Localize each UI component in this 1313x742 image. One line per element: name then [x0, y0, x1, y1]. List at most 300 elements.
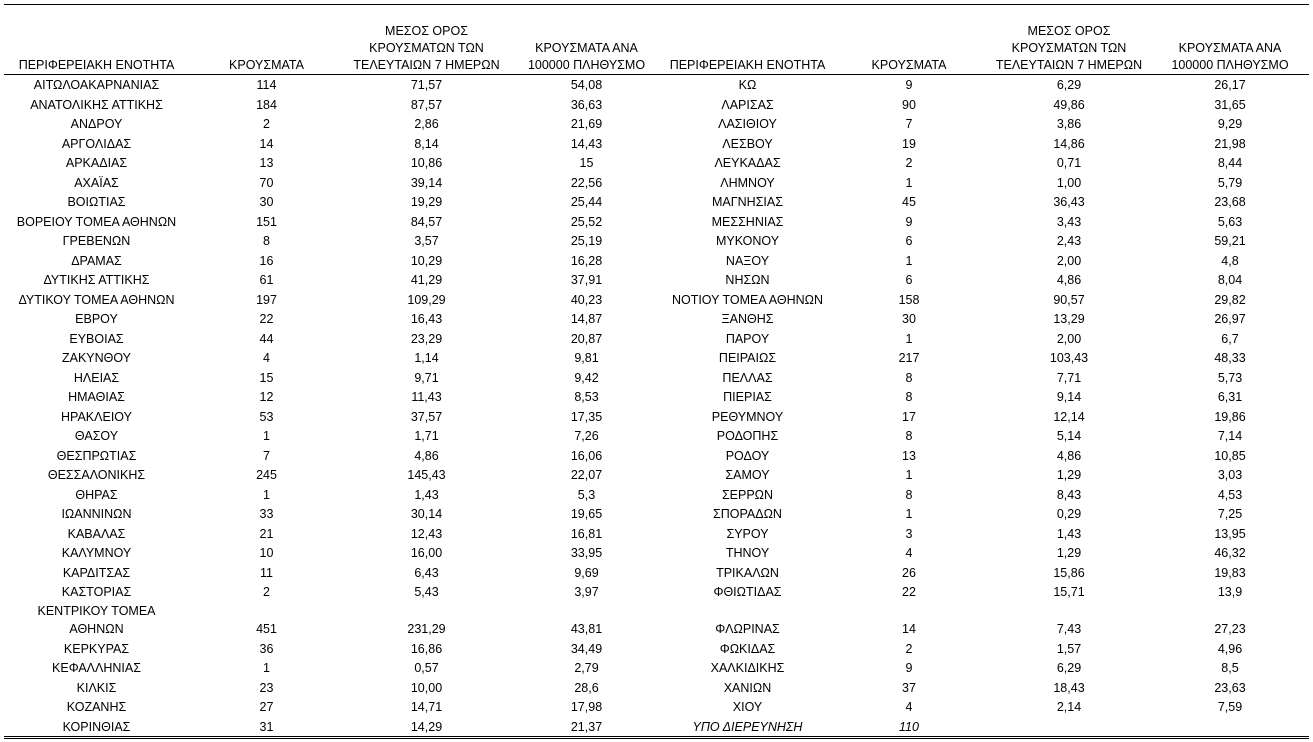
cases-cell [831, 115, 987, 134]
per100k-cell [1151, 525, 1309, 544]
cases-value: 8 [905, 487, 913, 502]
region-name: ΚΕΦΑΛΛΗΝΙΑΣ [52, 661, 141, 675]
region-cell [664, 525, 831, 544]
region-name: ΚΩ [738, 78, 757, 92]
region-name: ΧΑΛΚΙΔΙΚΗΣ [710, 661, 785, 675]
cases-value: 11 [260, 565, 273, 580]
avg7-cell [344, 310, 509, 329]
cases-cell [189, 679, 344, 698]
region-name: ΕΒΡΟΥ [75, 312, 118, 326]
avg7-value: 0,57 [414, 661, 439, 675]
cases-cell [189, 349, 344, 368]
region-cell [4, 659, 189, 678]
table-row [4, 639, 1309, 659]
avg7-value: 9,71 [414, 370, 439, 385]
avg7-cell [987, 466, 1151, 485]
avg7-cell [987, 213, 1151, 232]
per100k-value: 26,97 [1214, 312, 1246, 326]
region-name: ΜΥΚΟΝΟΥ [715, 234, 780, 248]
cases-cell [189, 408, 344, 427]
table-row [4, 697, 1309, 717]
per100k-value: 21,98 [1214, 136, 1246, 151]
avg7-cell [344, 232, 509, 251]
region-name: ΡΟΔΟΠΗΣ [716, 429, 779, 443]
per100k-cell [509, 505, 664, 524]
cases-value: 22 [259, 312, 274, 326]
avg7-cell [987, 544, 1151, 563]
region-cell [664, 369, 831, 388]
per100k-cell [1151, 115, 1309, 134]
per100k-value: 36,63 [570, 97, 603, 112]
per100k-value: 4,53 [1217, 487, 1243, 502]
cases-cell [831, 620, 987, 639]
cases-cell [189, 583, 344, 602]
per100k-value: 7,26 [574, 429, 599, 443]
region-cell [4, 679, 189, 698]
cases-cell [831, 486, 987, 505]
per100k-cell [509, 291, 664, 310]
cases-cell [831, 174, 987, 193]
cases-value: 8 [263, 234, 270, 248]
region-cell [664, 291, 831, 310]
region-cell [664, 76, 831, 95]
per100k-cell [509, 174, 664, 193]
region-cell [4, 466, 189, 485]
cases-cell [831, 96, 987, 115]
avg7-value: 2,00 [1056, 253, 1082, 268]
region-name: ΗΜΑΘΙΑΣ [68, 390, 125, 404]
header-avg7-line: ΚΡΟΥΣΜΑΤΩΝ ΤΩΝ [1011, 41, 1127, 55]
avg7-value: 1,29 [1056, 468, 1082, 482]
header-avg7-line: ΤΕΛΕΥΤΑΙΩΝ 7 ΗΜΕΡΩΝ [995, 58, 1143, 72]
cases-value: 2 [263, 117, 270, 131]
cases-value: 6 [905, 234, 913, 248]
region-name: ΑΧΑΪΑΣ [74, 175, 119, 190]
region-name: ΚΟΖΑΝΗΣ [66, 700, 127, 714]
region-cell [664, 544, 831, 563]
region-name: ΦΘΙΩΤΙΔΑΣ [713, 585, 782, 599]
region-name: ΜΑΓΝΗΣΙΑΣ [712, 195, 783, 209]
avg7-value: 87,57 [410, 97, 443, 112]
avg7-value: 1,14 [414, 351, 439, 365]
per100k-cell [509, 525, 664, 544]
region-name: ΖΑΚΥΝΘΟΥ [61, 351, 132, 365]
header-region-text: ΠΕΡΙΦΕΡΕΙΑΚΗ ΕΝΟΤΗΤΑ [669, 58, 826, 72]
header-cases [831, 57, 987, 74]
avg7-value: 12,43 [410, 526, 443, 541]
per100k-cell [509, 698, 664, 717]
cases-value: 90 [902, 97, 916, 112]
cases-cell [831, 525, 987, 544]
region-cell [4, 564, 189, 583]
avg7-cell [344, 174, 509, 193]
region-cell [4, 115, 189, 134]
region-name: ΞΑΝΘΗΣ [721, 312, 774, 326]
table-row [4, 212, 1309, 232]
cases-value: 2 [905, 156, 913, 170]
avg7-cell [344, 486, 509, 505]
per100k-value: 21,69 [570, 117, 603, 131]
avg7-cell [987, 583, 1151, 602]
avg7-value: 12,14 [1053, 409, 1085, 424]
region-cell [4, 718, 189, 737]
cases-cell [831, 193, 987, 212]
region-cell [4, 447, 189, 466]
per100k-cell [1151, 427, 1309, 446]
per100k-cell [509, 349, 664, 368]
cases-cell [189, 135, 344, 154]
per100k-value: 23,68 [1214, 195, 1246, 209]
per100k-value: 25,44 [570, 195, 603, 209]
region-name: ΠΕΛΛΑΣ [722, 370, 773, 385]
cases-value: 10 [259, 546, 274, 560]
region-name: ΚΕΝΤΡΙΚΟΥ ΤΟΜΕΑ ΑΘΗΝΩΝ [37, 603, 156, 636]
cases-cell [189, 718, 344, 737]
header-avg7-line: ΜΕΣΟΣ ΟΡΟΣ [1027, 24, 1111, 38]
avg7-value: 3,86 [1056, 117, 1082, 131]
avg7-cell [344, 505, 509, 524]
per100k-value: 6,31 [1217, 390, 1243, 404]
cases-value: 151 [256, 214, 277, 229]
region-cell [664, 659, 831, 678]
avg7-cell [344, 718, 509, 737]
cases-value: 3 [905, 526, 913, 541]
cases-cell [831, 310, 987, 329]
avg7-value: 3,57 [414, 234, 439, 248]
avg7-value: 10,29 [410, 253, 443, 268]
avg7-value: 5,14 [1056, 429, 1082, 443]
avg7-value: 39,14 [410, 175, 443, 190]
per100k-cell [1151, 349, 1309, 368]
per100k-cell [509, 447, 664, 466]
region-cell [4, 232, 189, 251]
per100k-cell [509, 252, 664, 271]
avg7-cell [344, 330, 509, 349]
table-row [4, 114, 1309, 134]
region-cell [4, 583, 189, 602]
cases-value: 22 [902, 585, 916, 599]
avg7-value: 1,43 [414, 487, 439, 502]
region-name: ΑΙΤΩΛΟΑΚΑΡΝΑΝΙΑΣ [33, 78, 160, 92]
cases-value: 451 [256, 622, 277, 636]
avg7-cell [344, 466, 509, 485]
per100k-cell [1151, 213, 1309, 232]
cases-value: 61 [259, 273, 274, 287]
cases-cell [831, 466, 987, 485]
cases-value: 30 [902, 312, 916, 326]
per100k-value: 23,63 [1214, 680, 1246, 695]
cases-cell [189, 213, 344, 232]
table-row [4, 134, 1309, 154]
header-avg7-line: ΜΕΣΟΣ ΟΡΟΣ [385, 24, 468, 38]
avg7-cell [987, 310, 1151, 329]
per100k-cell [509, 369, 664, 388]
cases-cell [189, 505, 344, 524]
region-name: ΛΑΣΙΘΙΟΥ [718, 117, 777, 131]
avg7-cell [987, 135, 1151, 154]
region-cell [664, 408, 831, 427]
region-name: ΒΟΙΩΤΙΑΣ [67, 195, 126, 209]
cases-cell [189, 564, 344, 583]
cases-value: 184 [256, 97, 277, 112]
avg7-cell [987, 271, 1151, 290]
avg7-value: 231,29 [407, 622, 446, 636]
avg7-value: 0,29 [1056, 507, 1082, 521]
region-name: ΣΥΡΟΥ [726, 526, 769, 541]
cases-cell [189, 96, 344, 115]
cases-cell [189, 447, 344, 466]
cases-value: 4 [905, 700, 913, 714]
cases-value: 70 [259, 175, 274, 190]
cases-value: 2 [263, 585, 270, 599]
avg7-value: 14,29 [410, 719, 443, 734]
per100k-cell [1151, 679, 1309, 698]
region-name: ΚΑΒΑΛΑΣ [67, 526, 126, 541]
cases-cell [189, 640, 344, 659]
region-cell [664, 330, 831, 349]
avg7-cell [987, 698, 1151, 717]
avg7-value: 23,29 [410, 331, 443, 346]
avg7-cell [344, 76, 509, 95]
per100k-value: 9,81 [574, 351, 599, 365]
region-cell [664, 154, 831, 173]
cases-value: 1 [905, 331, 913, 346]
region-name: ΤΗΝΟΥ [725, 546, 770, 560]
avg7-cell [344, 525, 509, 544]
per100k-value: 13,9 [1217, 585, 1243, 599]
avg7-cell [344, 544, 509, 563]
region-name: ΘΑΣΟΥ [74, 429, 119, 443]
per100k-value: 22,07 [570, 468, 603, 482]
cases-value: 7 [263, 448, 270, 463]
per100k-cell [1151, 154, 1309, 173]
cases-value: 33 [259, 507, 274, 521]
region-cell [664, 193, 831, 212]
cases-cell [189, 620, 344, 639]
table-row [4, 309, 1309, 329]
cases-table [4, 4, 1309, 739]
cases-cell [189, 76, 344, 95]
header-cases [189, 57, 344, 74]
region-name: ΙΩΑΝΝΙΝΩΝ [61, 507, 132, 521]
avg7-cell [344, 408, 509, 427]
avg7-value: 1,00 [1056, 175, 1082, 190]
avg7-value: 1,57 [1056, 641, 1082, 656]
cases-value: 110 [899, 719, 919, 734]
cases-value: 16 [259, 253, 274, 268]
cases-value: 4 [263, 351, 270, 365]
region-cell [4, 408, 189, 427]
per100k-cell [509, 96, 664, 115]
cases-cell [189, 291, 344, 310]
cases-cell [831, 76, 987, 95]
avg7-cell [987, 427, 1151, 446]
header-per100k [1151, 40, 1309, 74]
avg7-cell [987, 193, 1151, 212]
per100k-cell [509, 640, 664, 659]
per100k-cell [1151, 193, 1309, 212]
per100k-cell [509, 718, 664, 737]
avg7-cell [987, 232, 1151, 251]
region-cell [664, 213, 831, 232]
per100k-value: 16,28 [570, 253, 603, 268]
cases-value: 31 [259, 719, 274, 734]
cases-cell [831, 291, 987, 310]
avg7-cell [344, 252, 509, 271]
region-cell [4, 698, 189, 717]
cases-value: 6 [905, 273, 913, 287]
avg7-cell [987, 620, 1151, 639]
cases-cell [831, 679, 987, 698]
region-name: ΔΡΑΜΑΣ [71, 253, 122, 268]
per100k-value: 40,23 [570, 292, 603, 307]
region-cell [4, 369, 189, 388]
per100k-cell [1151, 76, 1309, 95]
per100k-cell [509, 486, 664, 505]
per100k-cell [509, 135, 664, 154]
avg7-cell [987, 525, 1151, 544]
avg7-value: 4,86 [414, 448, 439, 463]
avg7-value: 2,43 [1056, 234, 1082, 248]
region-cell [664, 698, 831, 717]
avg7-value: 8,43 [1056, 487, 1082, 502]
cases-value: 36 [259, 641, 274, 656]
cases-value: 37 [902, 680, 916, 695]
cases-cell [831, 640, 987, 659]
per100k-cell [1151, 659, 1309, 678]
avg7-value: 14,71 [410, 700, 443, 714]
cases-cell [831, 718, 987, 737]
avg7-cell [344, 388, 509, 407]
per100k-cell [509, 115, 664, 134]
region-name: ΚΑΣΤΟΡΙΑΣ [61, 585, 132, 599]
cases-cell [831, 427, 987, 446]
region-name: ΚΙΛΚΙΣ [76, 680, 117, 695]
table-row [4, 446, 1309, 466]
region-name: ΘΕΣΠΡΩΤΙΑΣ [56, 448, 137, 463]
avg7-value: 19,29 [410, 195, 443, 209]
per100k-value: 26,17 [1214, 78, 1246, 92]
avg7-value: 5,43 [414, 585, 439, 599]
region-cell [664, 640, 831, 659]
avg7-value: 15,71 [1053, 585, 1085, 599]
cases-value: 9 [905, 661, 913, 675]
cases-value: 4 [905, 546, 913, 560]
per100k-value: 5,63 [1217, 214, 1243, 229]
region-cell [664, 349, 831, 368]
per100k-cell [509, 427, 664, 446]
region-cell [664, 310, 831, 329]
avg7-value: 6,29 [1056, 661, 1082, 675]
per100k-cell [1151, 544, 1309, 563]
cases-cell [189, 466, 344, 485]
header-cases-text: ΚΡΟΥΣΜΑΤΑ [871, 58, 947, 72]
avg7-value: 11,43 [411, 390, 442, 404]
cases-value: 1 [905, 253, 913, 268]
cases-cell [189, 232, 344, 251]
avg7-cell [987, 291, 1151, 310]
region-cell [4, 291, 189, 310]
avg7-value: 6,29 [1056, 78, 1082, 92]
region-cell [664, 232, 831, 251]
avg7-value: 3,43 [1056, 214, 1082, 229]
region-cell [4, 427, 189, 446]
avg7-cell [987, 330, 1151, 349]
table-row [4, 678, 1309, 698]
region-name: ΦΩΚΙΔΑΣ [719, 641, 776, 656]
region-name: ΡΕΘΥΜΝΟΥ [711, 409, 784, 424]
avg7-cell [344, 679, 509, 698]
per100k-cell [1151, 174, 1309, 193]
region-cell [4, 602, 189, 639]
avg7-cell [344, 583, 509, 602]
avg7-cell [344, 193, 509, 212]
avg7-cell [987, 408, 1151, 427]
cases-value: 1 [905, 175, 913, 190]
per100k-cell [509, 388, 664, 407]
table-row [4, 153, 1309, 173]
header-avg7-line: ΤΕΛΕΥΤΑΙΩΝ 7 ΗΜΕΡΩΝ [353, 58, 500, 72]
cases-value: 217 [898, 351, 920, 365]
avg7-value: 2,14 [1056, 700, 1082, 714]
header-per100k-line: ΚΡΟΥΣΜΑΤΑ ΑΝΑ [1178, 41, 1282, 55]
avg7-value: 14,86 [1053, 136, 1085, 151]
cases-cell [831, 369, 987, 388]
per100k-value: 48,33 [1214, 351, 1246, 365]
region-cell [664, 135, 831, 154]
avg7-value: 2,86 [414, 117, 439, 131]
per100k-value: 15 [579, 156, 594, 170]
per100k-value: 34,49 [570, 641, 603, 656]
cases-cell [831, 232, 987, 251]
cases-value: 197 [256, 292, 277, 307]
per100k-cell [1151, 564, 1309, 583]
region-cell [664, 620, 831, 639]
header-avg7-line: ΚΡΟΥΣΜΑΤΩΝ ΤΩΝ [369, 41, 484, 55]
region-cell [4, 640, 189, 659]
header-per100k [509, 40, 664, 74]
per100k-cell [1151, 330, 1309, 349]
cases-value: 158 [898, 292, 920, 307]
cases-cell [831, 659, 987, 678]
cases-value: 14 [902, 622, 916, 636]
avg7-cell [987, 388, 1151, 407]
table-row [4, 368, 1309, 388]
per100k-value: 7,59 [1217, 700, 1243, 714]
avg7-cell [987, 76, 1151, 95]
per100k-cell [1151, 310, 1309, 329]
cases-cell [831, 213, 987, 232]
cases-value: 19 [902, 136, 916, 151]
per100k-cell [1151, 369, 1309, 388]
header-row [4, 5, 1309, 75]
per100k-value: 4,8 [1221, 253, 1239, 268]
cases-cell [831, 154, 987, 173]
avg7-value: 9,14 [1056, 390, 1082, 404]
avg7-cell [344, 427, 509, 446]
region-cell [4, 154, 189, 173]
per100k-value: 54,08 [570, 78, 603, 92]
per100k-cell [509, 564, 664, 583]
region-name: ΒΟΡΕΙΟΥ ΤΟΜΕΑ ΑΘΗΝΩΝ [16, 214, 177, 229]
table-row [4, 95, 1309, 115]
avg7-cell [987, 505, 1151, 524]
cases-value: 14 [259, 136, 274, 151]
per100k-value: 13,95 [1214, 526, 1246, 541]
per100k-value: 19,86 [1214, 409, 1246, 424]
table-row [4, 192, 1309, 212]
region-cell [664, 447, 831, 466]
